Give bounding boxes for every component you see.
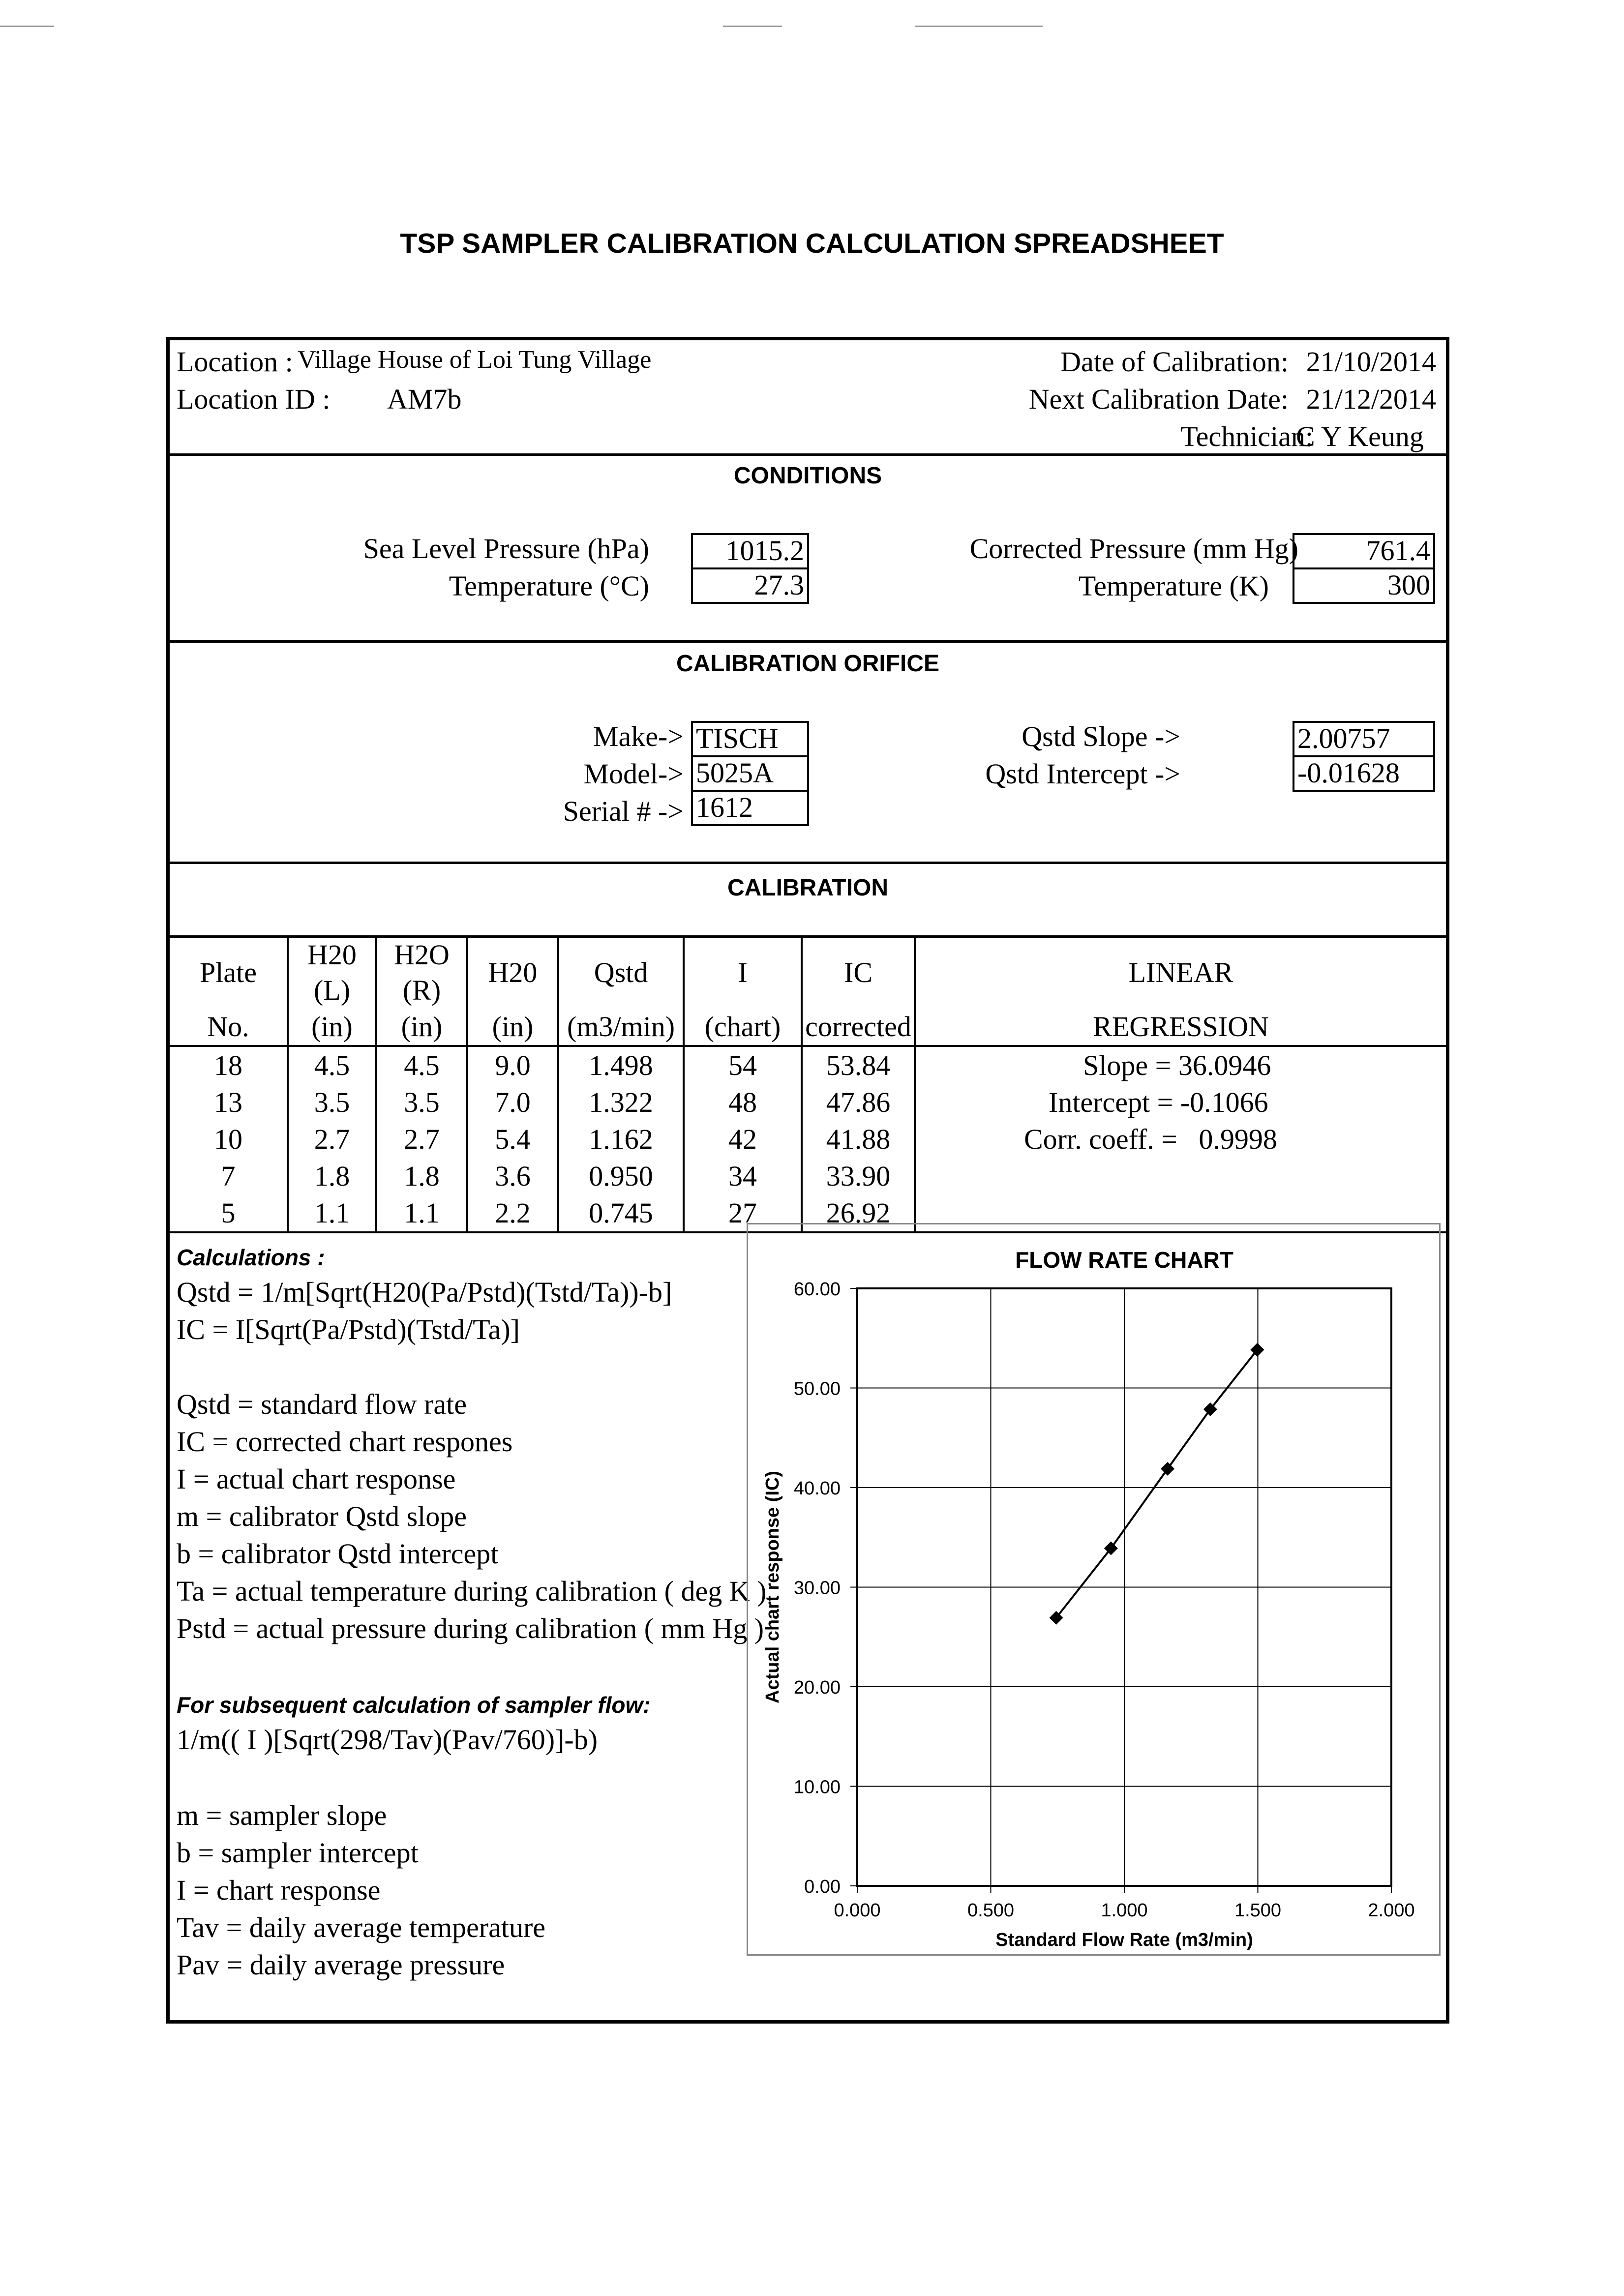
y-tick-label: 50.00: [793, 1378, 841, 1400]
x-tick-label: 0.000: [834, 1900, 881, 1921]
cell-plate: 10: [170, 1121, 288, 1158]
regression-corr: [915, 1121, 1446, 1158]
make-label: Make->: [593, 720, 684, 752]
regression-slope-value: 36.0946: [1178, 1049, 1271, 1081]
calibration-date-label: Date of Calibration:: [1060, 346, 1289, 378]
data-point-marker: [1161, 1462, 1174, 1476]
scan-artifact: [0, 26, 54, 27]
serial-label: Serial # ->: [563, 795, 684, 827]
header-h20-unit: (in): [467, 1008, 558, 1046]
calibration-table: [170, 937, 1446, 1233]
calibration-orifice-title: CALIBRATION ORIFICE: [676, 651, 940, 677]
sea-level-pressure-label: Sea Level Pressure (hPa): [363, 533, 649, 565]
table-row: [170, 1158, 1446, 1194]
conditions-title: CONDITIONS: [733, 463, 882, 489]
header-ic-unit: corrected: [802, 1008, 915, 1046]
header-plate: Plate: [170, 937, 288, 1008]
header-i-unit: (chart): [684, 1008, 802, 1046]
cell-h20-left: 3.5: [288, 1084, 376, 1121]
next-calibration-value: 21/12/2014: [1306, 383, 1436, 415]
model-label: Model->: [583, 758, 684, 790]
calculations-heading: Calculations :: [177, 1245, 325, 1270]
calibration-date-value: 21/10/2014: [1306, 346, 1436, 378]
cell-h20: 7.0: [467, 1084, 558, 1121]
cell-h20: 2.2: [467, 1194, 558, 1232]
definition-line: Ta = actual temperature during calibration ( deg K ): [177, 1575, 767, 1607]
definition-line: m = calibrator Qstd slope: [177, 1500, 467, 1532]
cell-i: 27: [684, 1194, 802, 1232]
flow-rate-chart: [747, 1223, 1441, 1956]
cell-h20-left: 2.7: [288, 1121, 376, 1158]
regression-corr-value: 0.9998: [1199, 1123, 1277, 1155]
cell-ic: 26.92: [802, 1194, 915, 1232]
qstd-intercept-value: -0.01628: [1293, 755, 1435, 792]
location-id-value: AM7b: [387, 383, 462, 415]
y-tick-label: 30.00: [793, 1578, 841, 1599]
cell-ic: 41.88: [802, 1121, 915, 1158]
table-row: [170, 1121, 1446, 1158]
y-tick-label: 40.00: [793, 1478, 841, 1499]
temperature-c-value: 27.3: [691, 567, 809, 604]
corrected-pressure-value: 761.4: [1293, 533, 1435, 569]
definition-line: I = actual chart response: [177, 1463, 456, 1495]
cell-h20: 9.0: [467, 1046, 558, 1084]
cell-h20-left: 4.5: [288, 1046, 376, 1084]
regression-intercept: [915, 1084, 1446, 1121]
page-title: TSP SAMPLER CALIBRATION CALCULATION SPREADSHEET: [400, 228, 1224, 259]
cell-plate: 7: [170, 1158, 288, 1194]
series-line: [1056, 1350, 1258, 1618]
qstd-slope-value: 2.00757: [1293, 721, 1435, 757]
calibration-title: CALIBRATION: [727, 875, 889, 901]
header-qstd: Qstd: [558, 937, 684, 1008]
sampler-definition-line: I = chart response: [177, 1874, 381, 1906]
definition-line: Pstd = actual pressure during calibration ( mm Hg ): [177, 1612, 764, 1644]
serial-value: 1612: [691, 790, 809, 826]
cell-h2o-right: 3.5: [376, 1084, 467, 1121]
sampler-definition-line: b = sampler intercept: [177, 1837, 419, 1869]
cell-plate: 18: [170, 1046, 288, 1084]
regression-corr-label: Corr. coeff. =: [1024, 1123, 1177, 1155]
location-value: Village House of Loi Tung Village: [298, 346, 652, 374]
next-calibration-label: Next Calibration Date:: [1028, 383, 1289, 415]
header-qstd-unit: (m3/min): [558, 1008, 684, 1046]
table-header-row: [170, 1008, 1446, 1046]
y-tick-label: 60.00: [793, 1279, 841, 1300]
formula-qstd: Qstd = 1/m[Sqrt(H20(Pa/Pstd)(Tstd/Ta))-b]: [177, 1276, 672, 1308]
cell-i: 42: [684, 1121, 802, 1158]
cell-h20: 3.6: [467, 1158, 558, 1194]
technician-label: Technician:: [1180, 420, 1313, 452]
sampler-definition-line: Pav = daily average pressure: [177, 1949, 505, 1981]
cell-i: 48: [684, 1084, 802, 1121]
header-h2o-right: H2O (R): [376, 937, 467, 1008]
scan-artifact: [915, 26, 1043, 27]
x-tick-label: 0.500: [967, 1900, 1015, 1921]
header-linear: LINEAR: [915, 937, 1446, 1008]
cell-h20-left: 1.1: [288, 1194, 376, 1232]
header-ic: IC: [802, 937, 915, 1008]
header-i: I: [684, 937, 802, 1008]
header-plate-unit: No.: [170, 1008, 288, 1046]
model-value: 5025A: [691, 755, 809, 792]
subsequent-calculation-heading: For subsequent calculation of sampler flow:: [177, 1692, 651, 1718]
x-tick-label: 1.000: [1101, 1900, 1148, 1921]
corrected-pressure-label: Corrected Pressure (mm Hg): [969, 533, 1298, 565]
table-header-row: [170, 937, 1446, 1008]
definition-line: b = calibrator Qstd intercept: [177, 1538, 499, 1570]
cell-plate: 13: [170, 1084, 288, 1121]
cell-h2o-right: 1.1: [376, 1194, 467, 1232]
cell-ic: 47.86: [802, 1084, 915, 1121]
definition-line: IC = corrected chart respones: [177, 1426, 513, 1458]
temperature-c-label: Temperature (°C): [449, 570, 649, 602]
cell-h2o-right: 1.8: [376, 1158, 467, 1194]
cell-h20: 5.4: [467, 1121, 558, 1158]
location-id-label: Location ID :: [177, 383, 331, 415]
cell-qstd: 1.322: [558, 1084, 684, 1121]
cell-i: 54: [684, 1046, 802, 1084]
scan-artifact: [723, 26, 782, 27]
sampler-definition-line: Tav = daily average temperature: [177, 1911, 546, 1943]
y-tick-label: 10.00: [793, 1777, 841, 1798]
y-axis-label: Actual chart response (IC): [762, 1471, 783, 1703]
cell-ic: 53.84: [802, 1046, 915, 1084]
location-label: Location :: [177, 346, 293, 378]
header-regression: REGRESSION: [915, 1008, 1446, 1046]
regression-intercept-label: Intercept =: [1049, 1086, 1173, 1118]
x-tick-label: 1.500: [1234, 1900, 1282, 1921]
cell-h2o-right: 4.5: [376, 1046, 467, 1084]
y-tick-label: 0.00: [804, 1877, 841, 1897]
temperature-k-value: 300: [1293, 567, 1435, 604]
regression-intercept-value: -0.1066: [1180, 1086, 1268, 1118]
cell-ic: 33.90: [802, 1158, 915, 1194]
y-tick-label: 20.00: [793, 1677, 841, 1698]
formula-ic: IC = I[Sqrt(Pa/Pstd)(Tstd/Ta)]: [177, 1313, 520, 1345]
table-row: [170, 1084, 1446, 1121]
cell-qstd: 0.950: [558, 1158, 684, 1194]
header-h20-left-unit: (in): [288, 1008, 376, 1046]
header-h20-left: H20 (L): [288, 937, 376, 1008]
table-row: [170, 1046, 1446, 1084]
flow-rate-chart-svg: [748, 1224, 1439, 1954]
cell-h2o-right: 2.7: [376, 1121, 467, 1158]
chart-title: FLOW RATE CHART: [1015, 1247, 1233, 1273]
subsequent-formula: 1/m(( I )[Sqrt(298/Tav)(Pav/760)]-b): [177, 1724, 598, 1756]
sea-level-pressure-value: 1015.2: [691, 533, 809, 569]
cell-i: 34: [684, 1158, 802, 1194]
cell-qstd: 0.745: [558, 1194, 684, 1232]
temperature-k-label: Temperature (K): [1078, 570, 1269, 602]
cell-qstd: 1.162: [558, 1121, 684, 1158]
make-value: TISCH: [691, 721, 809, 757]
cell-qstd: 1.498: [558, 1046, 684, 1084]
cell-h20-left: 1.8: [288, 1158, 376, 1194]
header-h20: H20: [467, 937, 558, 1008]
regression-slope-label: Slope =: [1083, 1049, 1172, 1081]
definition-line: Qstd = standard flow rate: [177, 1388, 467, 1420]
technician-value: C Y Keung: [1296, 420, 1424, 452]
regression-slope: [915, 1046, 1446, 1084]
header-h2o-right-unit: (in): [376, 1008, 467, 1046]
x-tick-label: 2.000: [1368, 1900, 1415, 1921]
cell-plate: 5: [170, 1194, 288, 1232]
qstd-intercept-label: Qstd Intercept ->: [985, 758, 1180, 790]
x-axis-label: Standard Flow Rate (m3/min): [995, 1930, 1253, 1950]
sampler-definition-line: m = sampler slope: [177, 1799, 387, 1831]
qstd-slope-label: Qstd Slope ->: [1022, 720, 1180, 752]
